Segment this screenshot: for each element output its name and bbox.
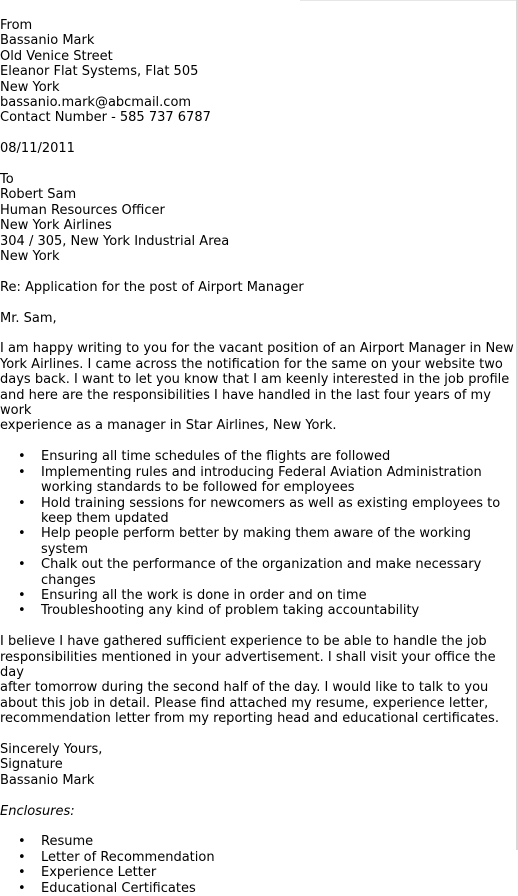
list-item: [0, 588, 516, 603]
list-item-text: Experience Letter: [41, 865, 157, 881]
spacer: [0, 126, 516, 141]
list-item-text: Chalk out the performance of the organization and make necessary changes: [41, 557, 482, 588]
recipient-city: New York: [0, 249, 60, 265]
recipient-title: Human Resources Officer: [0, 202, 165, 218]
spacer: [0, 788, 516, 803]
recipient-company: New York Airlines: [0, 218, 112, 234]
list-item-text: Educational Certificates: [41, 880, 196, 896]
list-item-text: Implementing rules and introducing Federal Aviation Administration working standards to be followed for employees: [41, 464, 482, 496]
from-label: From: [0, 18, 33, 33]
sender-street: Old Venice Street: [0, 48, 113, 64]
bullet-icon: •: [18, 495, 26, 511]
closing-phrase: Sincerely Yours,: [0, 741, 103, 757]
spacer: [0, 619, 516, 634]
letter-date: 08/11/2011: [0, 141, 75, 157]
sender-building: Eleanor Flat Systems, Flat 505: [0, 64, 199, 80]
bullet-icon: •: [18, 880, 26, 896]
list-item: [0, 449, 516, 464]
letter-document: [0, 18, 516, 896]
sender-email: bassanio.mark@abcmail.com: [0, 95, 192, 111]
spacer: [0, 819, 516, 834]
sender-contact: Contact Number - 585 737 6787: [0, 110, 211, 126]
list-item: [0, 557, 516, 588]
top-edge-line: [300, 0, 518, 1]
spacer: [0, 264, 516, 279]
signer-name: Bassanio Mark: [0, 772, 95, 788]
list-item: [0, 881, 516, 896]
spacer: [0, 295, 516, 310]
list-item-text: Troubleshooting any kind of problem taking accountability: [41, 603, 420, 619]
responsibilities-list: [0, 449, 516, 618]
recipient-address: 304 / 305, New York Industrial Area: [0, 233, 230, 249]
subject-line: Re: Application for the post of Airport Manager: [0, 279, 304, 295]
recipient-block: [0, 172, 516, 264]
list-item: [0, 865, 516, 880]
sender-name: Bassanio Mark: [0, 33, 95, 49]
enclosures-list: [0, 834, 516, 896]
list-item-text: Ensuring all time schedules of the flights are followed: [41, 449, 391, 465]
spacer: [0, 157, 516, 172]
signoff-block: [0, 742, 516, 788]
spacer: [0, 727, 516, 742]
list-item: [0, 526, 516, 557]
sender-city: New York: [0, 79, 60, 95]
bullet-icon: •: [18, 603, 26, 619]
to-label: To: [0, 172, 14, 188]
list-item-text: Letter of Recommendation: [41, 849, 215, 865]
list-item: [0, 465, 516, 496]
bullet-icon: •: [18, 587, 26, 603]
list-item: [0, 850, 516, 865]
list-item: [0, 834, 516, 849]
bullet-icon: •: [18, 557, 26, 573]
list-item-text: Hold training sessions for newcomers as well as existing employees to keep them updated: [41, 495, 501, 526]
closing-paragraph: I believe I have gathered sufficient experience to be able to handle the job responsibilities mentioned in your advertisement. I shall visit your office the day after tomorrow during the second half of the day. I would like to talk to you about this job in detail. Please find attached my resume, experience letter, recommendation letter from my reporting head and educational certificates.: [0, 634, 499, 727]
sender-block: [0, 18, 516, 126]
salutation: Mr. Sam,: [0, 310, 57, 326]
list-item: [0, 603, 516, 618]
list-item: [0, 496, 516, 527]
list-item-text: Resume: [41, 834, 94, 850]
enclosures-heading: Enclosures:: [0, 803, 75, 819]
bullet-icon: •: [18, 865, 26, 881]
bullet-icon: •: [18, 449, 26, 465]
bullet-icon: •: [18, 849, 26, 865]
bullet-icon: •: [18, 834, 26, 850]
spacer: [0, 326, 516, 341]
spacer: [0, 434, 516, 449]
list-item-text: Help people perform better by making them aware of the working system: [41, 526, 471, 557]
bullet-icon: •: [18, 464, 26, 480]
signature: Signature: [0, 757, 63, 773]
list-item-text: Ensuring all the work is done in order and on time: [41, 587, 367, 603]
bullet-icon: •: [18, 526, 26, 542]
intro-paragraph: I am happy writing to you for the vacant position of an Airport Manager in New York Airlines. I came across the notification for the same on your website two days back. I want to let you know that I am keenly interested in the job profile and here are the responsibilities I have handled in the last four years of my work experience as a manager in Star Airlines, New York.: [0, 341, 514, 434]
recipient-name: Robert Sam: [0, 187, 77, 203]
